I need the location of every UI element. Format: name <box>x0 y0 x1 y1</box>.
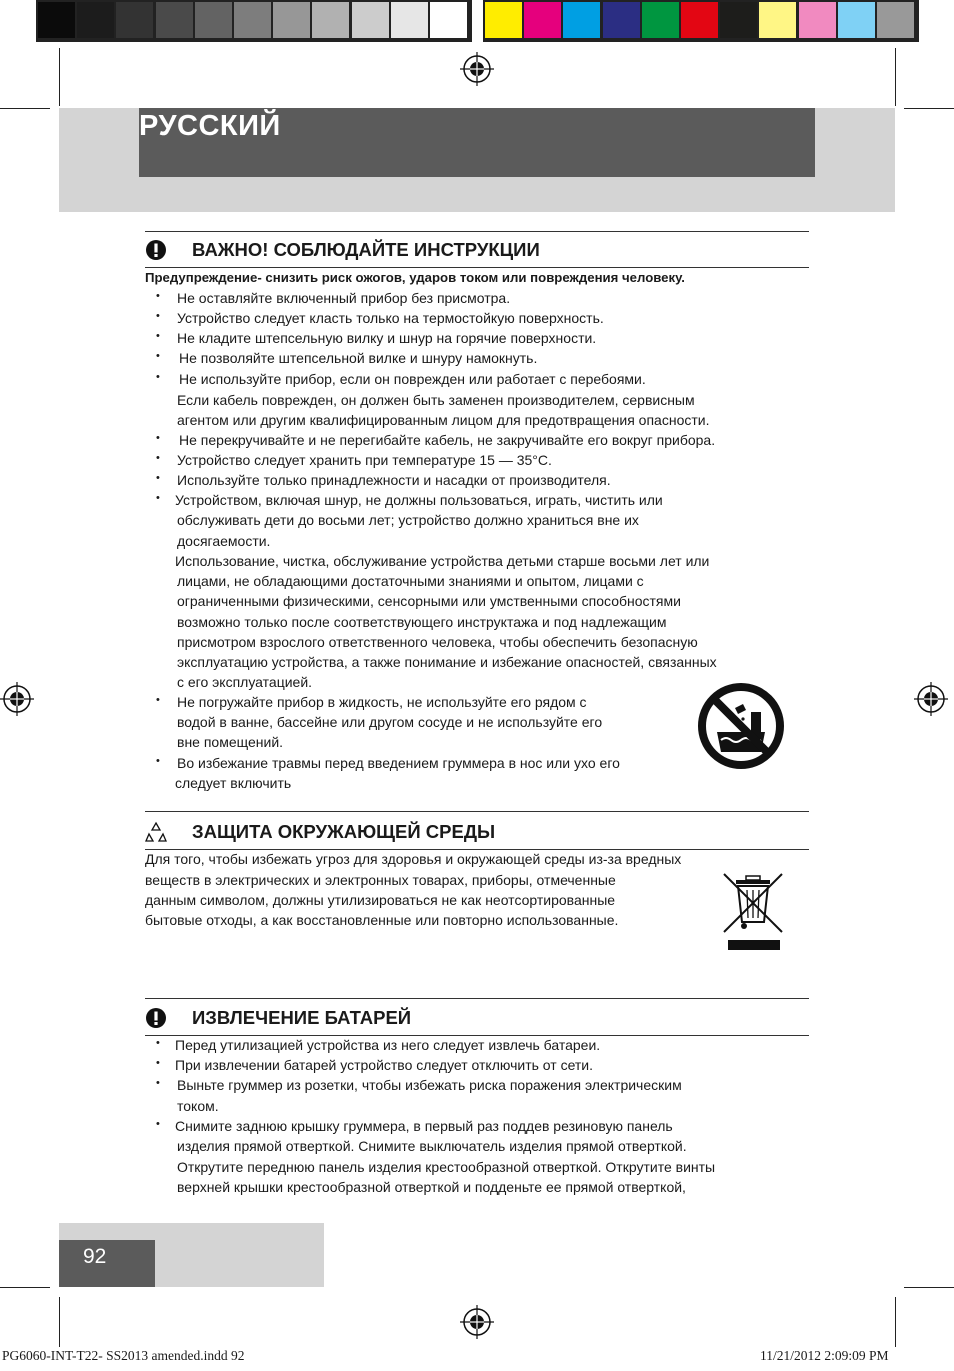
color-swatch <box>681 2 718 38</box>
list-item-text: Устройство следует хранить при температуре 15 — 35°С. <box>177 452 552 468</box>
list-item-text: Устройство следует класть только на термостойкую поверхность. <box>177 310 604 326</box>
list-item-text: При извлечении батарей устройство следует отключить от сети. <box>175 1057 594 1073</box>
section-divider <box>145 267 809 268</box>
registration-mark-icon <box>914 682 948 716</box>
color-swatch <box>720 2 757 38</box>
color-swatch <box>524 2 561 38</box>
section-divider <box>145 998 809 999</box>
list-item-text: Открутите переднюю панель изделия крестообразной отверткой. Открутите винты <box>177 1159 716 1175</box>
color-swatch <box>485 2 522 38</box>
crop-mark <box>895 1297 896 1347</box>
grey-swatch <box>391 2 428 38</box>
color-swatch <box>642 2 679 38</box>
slug-date: 11/21/2012 2:09:09 PM <box>760 1348 889 1363</box>
bullet-icon: • <box>156 310 160 322</box>
page-number: 92 <box>83 1245 107 1268</box>
list-item-text: вне помещений. <box>177 734 284 750</box>
list-item-text: возможно только после соответствующего инструктажа и под надлежащим <box>177 614 667 630</box>
recycle-icon <box>145 821 167 843</box>
list-item-text: Не кладите штепсельную вилку и шнур на горячие поверхности. <box>177 330 597 346</box>
bullet-icon: • <box>156 290 160 302</box>
list-item-text: Не оставляйте включенный прибор без присмотра. <box>177 290 511 306</box>
grey-swatch <box>77 2 114 38</box>
registration-mark-icon <box>460 52 494 86</box>
bullet-icon: • <box>156 432 160 444</box>
section-heading-environment <box>145 821 495 843</box>
crop-mark <box>59 1297 60 1347</box>
page-number-box <box>59 1240 155 1287</box>
bullet-icon: • <box>156 1118 160 1130</box>
color-swatch <box>799 2 836 38</box>
crop-mark <box>59 48 60 106</box>
list-item-text: с его эксплуатацией. <box>177 674 313 690</box>
registration-mark-icon <box>0 682 34 716</box>
grey-swatch <box>116 2 153 38</box>
crossed-out-bin-icon <box>722 870 784 952</box>
list-item-text: Не перекручивайте и не перегибайте кабель, не закручивайте его вокруг прибора. <box>179 432 716 448</box>
list-item-text: Выньте груммер из розетки, чтобы избежать риска поражения электрическим <box>177 1077 682 1093</box>
section-heading-important <box>145 239 540 261</box>
bullet-icon: • <box>156 330 160 342</box>
list-item-text: Не позволяйте штепсельной вилке и шнуру намокнуть. <box>179 350 538 366</box>
list-item-text: веществ в электрических и электронных товарах, приборы, отмеченные <box>145 872 616 888</box>
list-item-text: Используйте только принадлежности и насадки от производителя. <box>177 472 611 488</box>
list-item-text: изделия прямой отверткой. Снимите выключатель изделия прямой отверткой. <box>177 1138 687 1154</box>
list-item-text: бытовые отходы, а как восстановленные или повторно использованные. <box>145 912 619 928</box>
list-item-text: верхней крышки крестообразной отверткой и подденьте ее прямой отверткой, <box>177 1179 686 1195</box>
color-swatch <box>877 2 914 38</box>
grey-swatch <box>352 2 389 38</box>
section-divider <box>145 231 809 232</box>
list-item-text: досягаемости. <box>177 533 271 549</box>
list-item-text: Для того, чтобы избежать угроз для здоровья и окружающей среды из-за вредных <box>145 851 682 867</box>
grey-swatch <box>195 2 232 38</box>
list-item-text: Во избежание травмы перед введением груммера в нос или ухо его <box>177 755 620 771</box>
list-item-text: водой в ванне, бассейне или другом сосуде и не используйте его <box>177 714 603 730</box>
grey-swatch <box>273 2 310 38</box>
bullet-icon: • <box>156 755 160 767</box>
list-item-text: Не погружайте прибор в жидкость, не используйте его рядом с <box>177 694 587 710</box>
grey-swatch <box>156 2 193 38</box>
no-water-icon <box>697 682 785 770</box>
registration-mark-icon <box>460 1305 494 1339</box>
color-swatch <box>603 2 640 38</box>
color-swatch <box>759 2 796 38</box>
crop-mark <box>895 48 896 106</box>
list-item-text: Устройством, включая шнур, не должны пользоваться, играть, чистить или <box>175 492 663 508</box>
list-item-text: следует включить <box>175 775 292 791</box>
color-swatch <box>563 2 600 38</box>
section-divider <box>145 811 809 812</box>
color-swatch <box>838 2 875 38</box>
section-heading-battery <box>145 1007 411 1029</box>
list-item-text: обслуживать дети до восьми лет; устройство должно храниться вне их <box>177 512 639 528</box>
grey-swatch <box>430 2 467 38</box>
list-item-text: Не используйте прибор, если он поврежден или работает с перебоями. <box>179 371 646 387</box>
bullet-icon: • <box>156 1037 160 1049</box>
crop-mark <box>904 108 954 109</box>
section-title: ИЗВЛЕЧЕНИЕ БАТАРЕЙ <box>192 1007 412 1028</box>
section-title: ВАЖНО! СОБЛЮДАЙТЕ ИНСТРУКЦИИ <box>192 239 540 260</box>
list-item-text: током. <box>177 1098 219 1114</box>
list-item-text: Если кабель поврежден, он должен быть заменен производителем, сервисным <box>177 392 695 408</box>
grey-swatch <box>312 2 349 38</box>
list-item-text: Перед утилизацией устройства из него следует извлечь батареи. <box>175 1037 601 1053</box>
bullet-icon: • <box>156 694 160 706</box>
section-title: ЗАЩИТА ОКРУЖАЮЩЕЙ СРЕДЫ <box>192 821 496 842</box>
list-item-text: ограниченными физическими, сенсорными или умственными способностями <box>177 593 681 609</box>
bullet-icon: • <box>156 492 160 504</box>
list-item-text: Снимите заднюю крышку груммера, в первый раз поддев резиновую панель <box>175 1118 673 1134</box>
bullet-icon: • <box>156 1077 160 1089</box>
list-item-text: агентом или другим квалифицированным лицом для предотвращения опасности. <box>177 412 710 428</box>
list-item-text: лицами, не обладающими достаточными знаниями и опытом, лицами с <box>177 573 644 589</box>
crop-mark <box>904 1287 954 1288</box>
list-item-text: присмотром взрослого ответственного человека, чтобы обеспечить безопасную <box>177 634 698 650</box>
list-item-text: эксплуатацию устройства, а также понимание и избежание опасностей, связанных <box>177 654 717 670</box>
bullet-icon: • <box>156 452 160 464</box>
warning-icon <box>145 1007 167 1029</box>
grey-swatch <box>38 2 75 38</box>
page-title: РУССКИЙ <box>139 110 281 142</box>
warning-text: Предупреждение- снизить риск ожогов, ударов током или повреждения человеку. <box>145 270 685 285</box>
bullet-icon: • <box>156 1057 160 1069</box>
bullet-icon: • <box>156 371 160 383</box>
slug-file-info: PG6060-INT-T22- SS2013 amended.indd 92 <box>2 1348 245 1363</box>
list-item-text: Использование, чистка, обслуживание устройства детьми старше восьми лет или <box>175 553 710 569</box>
warning-icon <box>145 239 167 261</box>
grey-swatch <box>234 2 271 38</box>
crop-mark <box>0 108 50 109</box>
bullet-icon: • <box>156 472 160 484</box>
list-item-text: данным символом, должны утилизироваться не как неотсортированные <box>145 892 616 908</box>
bullet-icon: • <box>156 350 160 362</box>
crop-mark <box>0 1287 50 1288</box>
